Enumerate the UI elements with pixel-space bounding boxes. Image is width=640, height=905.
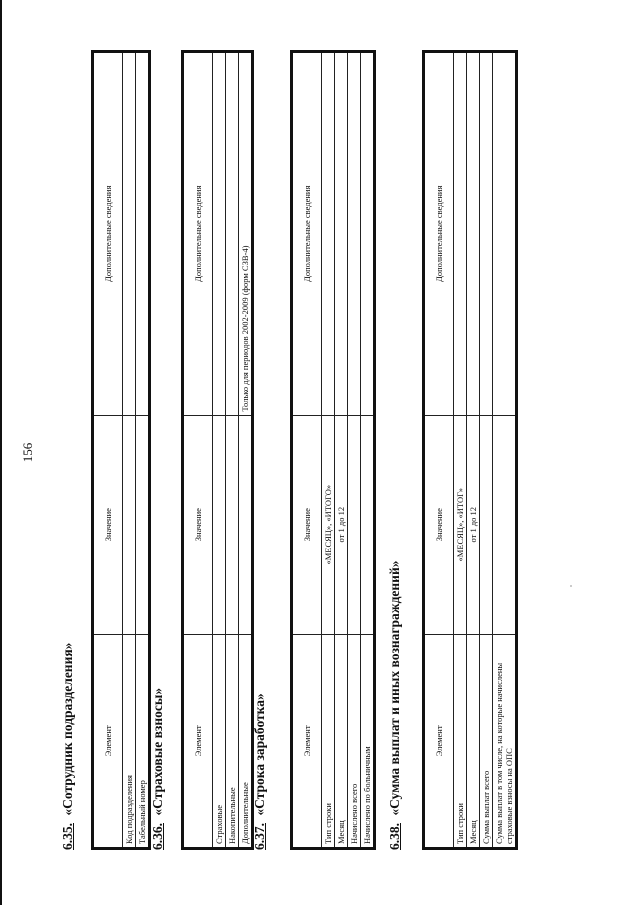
column-header-element: Элемент [292, 634, 322, 848]
table-row [454, 52, 467, 849]
cell-element: Сумма выплат в том числе, на которые начислены страховые взносы на ОПС [493, 634, 517, 848]
section-number: 6.36. [150, 823, 165, 850]
cell-info [480, 52, 493, 416]
table-row [123, 52, 136, 849]
cell-value [213, 415, 226, 634]
cell-info [348, 52, 361, 416]
cell-element: Сумма выплат всего [480, 634, 493, 848]
section-title: «Сумма выплат и иных вознаграждений» [387, 560, 402, 816]
cell-value [361, 415, 375, 634]
table-row [493, 52, 517, 849]
table-header-row [183, 52, 213, 849]
attributes-table [290, 50, 376, 850]
cell-value: от 1 до 12 [467, 415, 480, 634]
cell-element: Начислено по больничным [361, 634, 375, 848]
cell-element: Тип строки [322, 634, 335, 848]
page-number: 156 [20, 442, 35, 463]
section-heading [58, 50, 78, 850]
column-header-element: Элемент [183, 634, 213, 848]
section-6-37 [250, 50, 376, 850]
column-header-info: Дополнительные сведения [424, 52, 454, 416]
cell-element: Месяц [335, 634, 348, 848]
section-number: 6.38. [387, 823, 402, 850]
cell-info [335, 52, 348, 416]
cell-element: Месяц [467, 634, 480, 848]
column-header-value: Значение [292, 415, 322, 634]
column-header-element: Элемент [93, 634, 123, 848]
cell-info [213, 52, 226, 416]
cell-element: Накопительные [226, 634, 239, 848]
table-header-row [93, 52, 123, 849]
cell-info [361, 52, 375, 416]
column-header-info: Дополнительные сведения [183, 52, 213, 416]
column-header-value: Значение [424, 415, 454, 634]
cell-info [467, 52, 480, 416]
cell-value: «МЕСЯЦ», «ИТОГО» [322, 415, 335, 634]
cell-element: Тип строки [454, 634, 467, 848]
attributes-table [91, 50, 151, 850]
column-header-info: Дополнительные сведения [292, 52, 322, 416]
section-title: «Строка заработка» [252, 693, 267, 816]
section-6-35 [58, 50, 151, 850]
table-row [467, 52, 480, 849]
table-row [361, 52, 375, 849]
attributes-table [181, 50, 254, 850]
table-row [348, 52, 361, 849]
table-row [335, 52, 348, 849]
section-title: «Сотрудник подразделения» [60, 642, 75, 816]
column-header-value: Значение [183, 415, 213, 634]
cell-value: «МЕСЯЦ», «ИТОГ» [454, 415, 467, 634]
cell-info [226, 52, 239, 416]
cell-element: Страховые [213, 634, 226, 848]
column-header-value: Значение [93, 415, 123, 634]
attributes-table [422, 50, 518, 850]
section-number: 6.37. [252, 823, 267, 850]
cell-value [348, 415, 361, 634]
cell-info [493, 52, 517, 416]
cell-value [123, 415, 136, 634]
column-header-element: Элемент [424, 634, 454, 848]
cell-value: от 1 до 12 [335, 415, 348, 634]
table-row [480, 52, 493, 849]
cell-element: Дополнительные [239, 634, 253, 848]
table-row [322, 52, 335, 849]
cell-value [480, 415, 493, 634]
section-6-36 [148, 50, 254, 850]
section-heading [385, 50, 405, 850]
section-6-38 [385, 50, 518, 850]
section-number: 6.35. [60, 823, 75, 850]
table-row [226, 52, 239, 849]
cell-info: Только для периодов 2002-2009 (форм СЗВ-4) [239, 52, 253, 416]
section-heading [250, 50, 270, 850]
cell-info [454, 52, 467, 416]
cell-value [226, 415, 239, 634]
column-header-info: Дополнительные сведения [93, 52, 123, 416]
table-header-row [424, 52, 454, 849]
cell-info [322, 52, 335, 416]
scan-speck [570, 585, 572, 587]
cell-element: Табельный номер [136, 634, 150, 848]
table-row [213, 52, 226, 849]
cell-info [123, 52, 136, 416]
section-title: «Страховые взносы» [150, 687, 165, 816]
cell-value [493, 415, 517, 634]
cell-element: Начислено всего [348, 634, 361, 848]
table-header-row [292, 52, 322, 849]
cell-element: Код подразделения [123, 634, 136, 848]
section-heading [148, 50, 168, 850]
